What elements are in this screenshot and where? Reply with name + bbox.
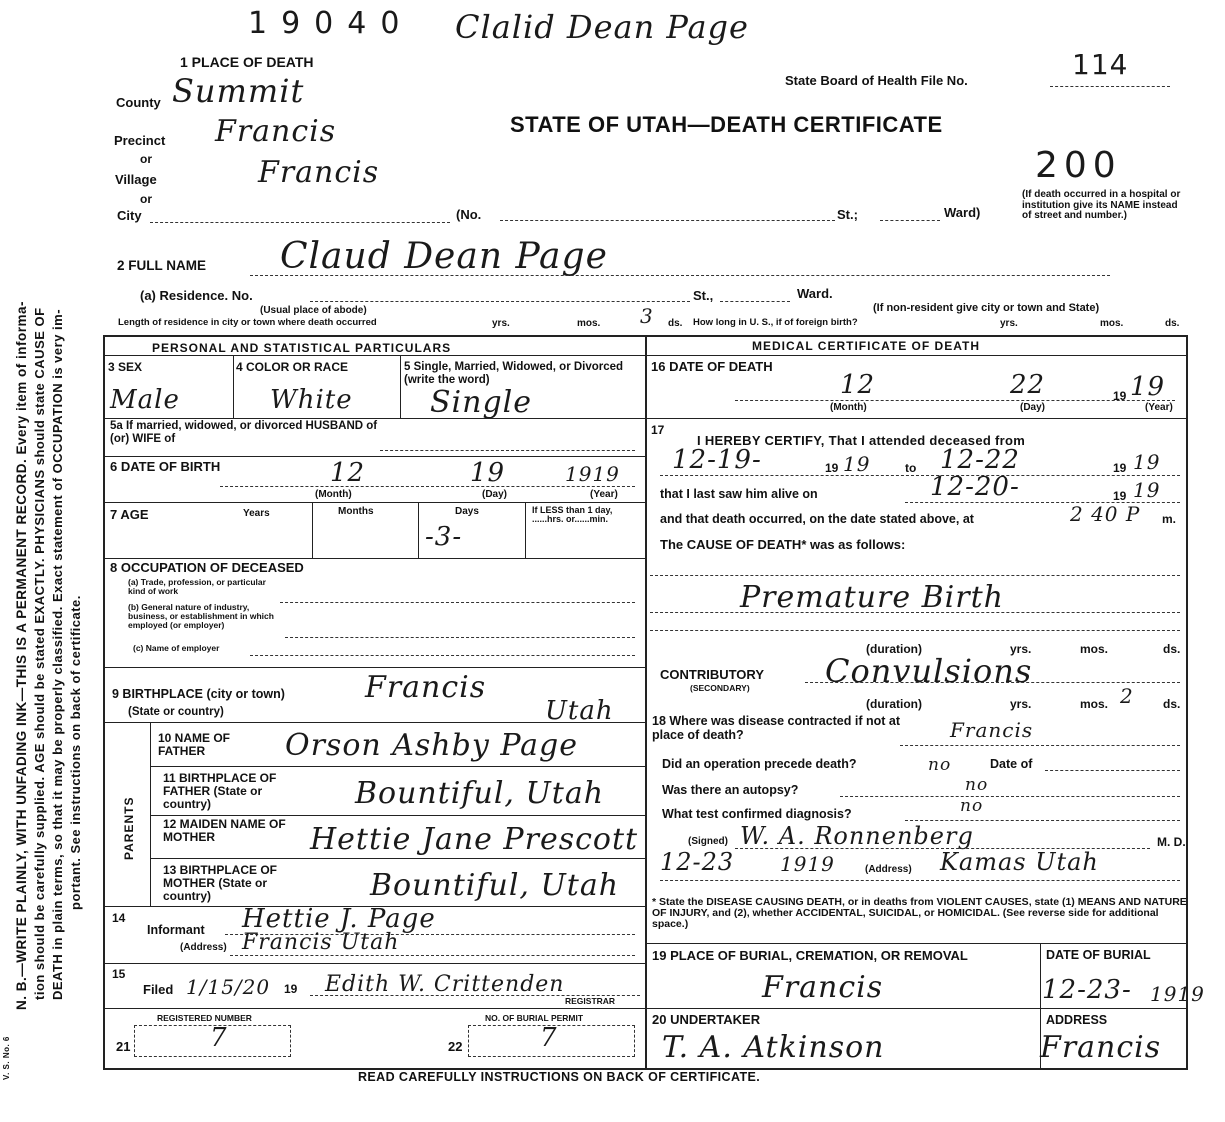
place-of-death-heading: 1 PLACE OF DEATH <box>180 54 314 70</box>
birth-day: 19 <box>470 458 506 488</box>
registrar-name: Edith W. Crittenden <box>325 972 565 997</box>
date-of-label: Date of <box>990 757 1033 771</box>
parents-label: PARENTS <box>122 796 136 860</box>
sign-date: 12-23 <box>660 848 735 876</box>
last-seen-year-prefix: 19 <box>1113 489 1127 503</box>
sex-label: 3 SEX <box>108 360 143 374</box>
filed-label: Filed <box>143 982 174 997</box>
age-label: 7 AGE <box>110 507 149 522</box>
informant-name: Hettie J. Page <box>242 904 436 934</box>
contributory-label: CONTRIBUTORY <box>660 667 764 682</box>
field-17-label: 17 <box>651 423 665 437</box>
m-label: m. <box>1162 512 1177 526</box>
contrib-duration-label: (duration) <box>866 697 922 711</box>
extra-number: 200 <box>1035 145 1122 186</box>
father-name: Orson Ashby Page <box>285 728 579 763</box>
margin-line-3: DEATH in plain terms, so that it may be properly classified. Exact statement of OCCUPATION is very im- <box>50 308 65 1000</box>
undertaker-address: Francis <box>1040 1030 1162 1065</box>
test-value: no <box>960 796 984 816</box>
attended-from-year-prefix: 19 <box>825 461 839 475</box>
ward-label: Ward) <box>944 205 981 220</box>
death-year-prefix: 19 <box>1113 389 1127 403</box>
autopsy-label: Was there an autopsy? <box>662 783 799 797</box>
cause-ds: ds. <box>1163 642 1181 656</box>
length-ds: ds. <box>668 318 683 329</box>
margin-line-1: N. B.—WRITE PLAINLY, WITH UNFADING INK—THIS IS A PERMANENT RECORD. Every item of informa- <box>14 300 29 1010</box>
length-days-value: 3 <box>640 304 654 328</box>
marital-value: Single <box>430 385 533 420</box>
birthplace-label: 9 BIRTHPLACE (city or town) <box>112 687 285 701</box>
death-day-caption: (Day) <box>1020 402 1046 413</box>
death-time: 2 40 P <box>1070 502 1141 526</box>
signed-value: W. A. Ronnenberg <box>740 822 974 850</box>
operation-value: no <box>928 755 952 775</box>
mother-birthplace: Bountiful, Utah <box>370 868 620 903</box>
margin-line-2: tion should be carefully supplied. AGE should be stated EXACTLY. PHYSICIANS should state CAUSE OF <box>32 307 47 1000</box>
occupation-a: (a) Trade, profession, or particular kind of work <box>128 577 266 596</box>
or-2: or <box>140 192 152 206</box>
undertaker-address-label: ADDRESS <box>1046 1013 1108 1027</box>
cause-duration-label: (duration) <box>866 642 922 656</box>
attended-from: 12-19- <box>672 445 762 475</box>
sign-address: Kamas Utah <box>940 848 1099 876</box>
precinct-label: Precinct <box>114 133 166 148</box>
cause-value: Premature Birth <box>740 580 1004 615</box>
county-label: County <box>116 95 161 110</box>
us-yrs: yrs. <box>1000 318 1018 329</box>
contrib-yrs: yrs. <box>1010 697 1032 711</box>
burial-year: 1919 <box>1150 982 1205 1006</box>
field-21-label: 21 <box>116 1039 131 1054</box>
birth-year-caption: (Year) <box>590 489 618 500</box>
form-number: V. S. No. 6 <box>2 1036 11 1080</box>
usual-abode-label: (Usual place of abode) <box>260 305 367 316</box>
registered-number: 7 <box>210 1023 228 1053</box>
father-birthplace-label: 11 BIRTHPLACE OF FATHER (State or country) <box>163 771 277 812</box>
race-value: White <box>270 385 353 415</box>
occupation-label: 8 OCCUPATION OF DECEASED <box>110 560 304 575</box>
death-occurred-label: and that death occurred, on the date stated above, at <box>660 512 974 526</box>
no-label: (No. <box>456 207 482 222</box>
contracted-value: Francis <box>950 718 1034 742</box>
field-22-label: 22 <box>448 1039 463 1054</box>
father-name-label: 10 NAME OF FATHER <box>158 731 231 759</box>
burial-permit-label: NO. OF BURIAL PERMIT <box>485 1013 584 1023</box>
secondary-label: (SECONDARY) <box>690 683 750 693</box>
birthplace-state-label: (State or country) <box>128 706 224 718</box>
undertaker-name: T. A. Atkinson <box>662 1030 885 1065</box>
county-value: Summit <box>172 72 305 110</box>
test-label: What test confirmed diagnosis? <box>662 807 852 821</box>
footer-instructions: READ CAREFULLY INSTRUCTIONS ON BACK OF CERTIFICATE. <box>358 1070 761 1084</box>
sex-value: Male <box>110 385 180 415</box>
father-birthplace: Bountiful, Utah <box>355 776 605 811</box>
age-days-value: -3- <box>425 522 463 552</box>
village-value: Francis <box>258 155 380 190</box>
file-number: 114 <box>1072 48 1129 81</box>
length-yrs: yrs. <box>492 318 510 329</box>
medical-heading: MEDICAL CERTIFICATE OF DEATH <box>752 339 980 353</box>
birth-day-caption: (Day) <box>482 489 508 500</box>
birth-label: 6 DATE OF BIRTH <box>110 459 221 474</box>
informant-label: Informant <box>147 923 205 937</box>
undertaker-label: 20 UNDERTAKER <box>652 1012 761 1027</box>
certificate-title: STATE OF UTAH—DEATH CERTIFICATE <box>510 112 943 137</box>
informant-number: 14 <box>112 911 126 925</box>
occupation-c: (c) Name of employer <box>133 643 220 653</box>
birth-month: 12 <box>330 458 366 488</box>
to-label: to <box>905 461 917 475</box>
birth-year: 1919 <box>565 462 620 486</box>
contrib-mos-value: 2 <box>1120 684 1134 708</box>
contracted-label: 18 Where was disease contracted if not at place of death? <box>652 714 900 742</box>
filed-number: 15 <box>112 967 126 981</box>
signed-label: (Signed) <box>688 836 728 847</box>
death-month-caption: (Month) <box>830 402 867 413</box>
nonresident-note: (If non-resident give city or town and State) <box>873 302 1100 314</box>
md-label: M. D. <box>1157 835 1186 849</box>
age-days-label: Days <box>455 506 479 517</box>
last-seen-date: 12-20- <box>930 472 1020 502</box>
contributory-value: Convulsions <box>825 652 1033 690</box>
us-ds: ds. <box>1165 318 1180 329</box>
age-months-label: Months <box>338 506 374 517</box>
marital-label: 5 Single, Married, Widowed, or Divorced (write the word) <box>404 361 624 386</box>
spouse-label: 5a If married, widowed, or divorced HUSBAND of (or) WIFE of <box>110 420 378 445</box>
contrib-ds: ds. <box>1163 697 1181 711</box>
burial-place: Francis <box>762 970 884 1005</box>
death-year-caption: (Year) <box>1145 402 1173 413</box>
handwritten-number: 19040 <box>248 6 414 41</box>
st-label: St.; <box>837 207 858 222</box>
death-month: 12 <box>840 370 876 400</box>
sign-address-label: (Address) <box>865 864 912 875</box>
cause-yrs: yrs. <box>1010 642 1032 656</box>
us-label: How long in U. S., if of foreign birth? <box>693 317 858 328</box>
burial-date-label: DATE OF BURIAL <box>1046 948 1151 962</box>
death-date-label: 16 DATE OF DEATH <box>651 359 773 374</box>
length-mos: mos. <box>577 318 601 329</box>
footnote: * State the DISEASE CAUSING DEATH, or in deaths from VIOLENT CAUSES, state (1) MEANS AND NATURE OF INJURY, and (2), whether ACCIDENTAL, SUICIDAL, or HOMICIDAL. (See reverse side for additional space.) <box>652 896 1187 931</box>
or-1: or <box>140 152 152 166</box>
mother-name: Hettie Jane Prescott <box>310 822 639 857</box>
personal-heading: PERSONAL AND STATISTICAL PARTICULARS <box>152 341 452 355</box>
full-name-label: 2 FULL NAME <box>117 258 207 273</box>
mother-birthplace-label: 13 BIRTHPLACE OF MOTHER (State or country) <box>163 863 278 904</box>
operation-label: Did an operation precede death? <box>662 757 857 771</box>
death-day: 22 <box>1010 370 1046 400</box>
last-seen-label: that I last saw him alive on <box>660 487 818 501</box>
last-seen-year: 19 <box>1133 478 1161 502</box>
occupation-b: (b) General nature of industry, business, or establishment in which employed (or employer) <box>128 602 274 630</box>
length-label: Length of residence in city or town where death occurred <box>118 317 377 328</box>
filed-year: 19 <box>284 982 298 996</box>
death-year: 19 <box>1130 372 1166 402</box>
burial-date: 12-23- <box>1042 975 1132 1005</box>
city-label: City <box>117 208 142 223</box>
burial-permit-number: 7 <box>540 1023 558 1053</box>
attended-to-year-prefix: 19 <box>1113 461 1127 475</box>
sign-year: 1919 <box>780 852 835 876</box>
residence-ward-label: Ward. <box>797 286 833 301</box>
us-mos: mos. <box>1100 318 1124 329</box>
age-years-label: Years <box>243 508 270 519</box>
file-label: State Board of Health File No. <box>785 73 968 88</box>
mother-name-label: 12 MAIDEN NAME OF MOTHER <box>163 817 286 845</box>
margin-line-4: portant. See instructions on back of certificate. <box>68 595 83 910</box>
birth-month-caption: (Month) <box>315 489 352 500</box>
cause-label: The CAUSE OF DEATH* was as follows: <box>660 537 906 552</box>
informant-address: Francis Utah <box>242 930 400 955</box>
autopsy-value: no <box>965 775 989 795</box>
hospital-note: (If death occurred in a hospital or institution give its NAME instead of street and number.) <box>1022 189 1181 221</box>
birthplace-city: Francis <box>365 670 487 705</box>
cause-mos: mos. <box>1080 642 1109 656</box>
residence-st-label: St., <box>693 288 714 303</box>
filed-date: 1/15/20 <box>186 975 271 999</box>
certify-text: I HEREBY CERTIFY, That I attended deceased from <box>697 433 1026 448</box>
full-name-value: Claud Dean Page <box>280 236 608 277</box>
registrar-label: REGISTRAR <box>565 996 616 1006</box>
race-label: 4 COLOR OR RACE <box>236 360 349 374</box>
contrib-mos: mos. <box>1080 697 1109 711</box>
burial-place-label: 19 PLACE OF BURIAL, CREMATION, OR REMOVAL <box>652 948 968 963</box>
attended-to-year: 19 <box>1133 450 1161 474</box>
less-than-day-label: If LESS than 1 day, ......hrs. or......min. <box>532 505 613 525</box>
handwritten-name: Clalid Dean Page <box>455 8 749 46</box>
village-label: Village <box>115 172 157 187</box>
attended-from-year: 19 <box>843 452 871 476</box>
birthplace-state: Utah <box>545 696 614 726</box>
residence-label: (a) Residence. No. <box>140 288 253 303</box>
registered-number-label: REGISTERED NUMBER <box>157 1013 252 1023</box>
informant-address-label: (Address) <box>180 942 227 953</box>
precinct-value: Francis <box>215 114 337 149</box>
attended-to: 12-22 <box>940 445 1020 475</box>
